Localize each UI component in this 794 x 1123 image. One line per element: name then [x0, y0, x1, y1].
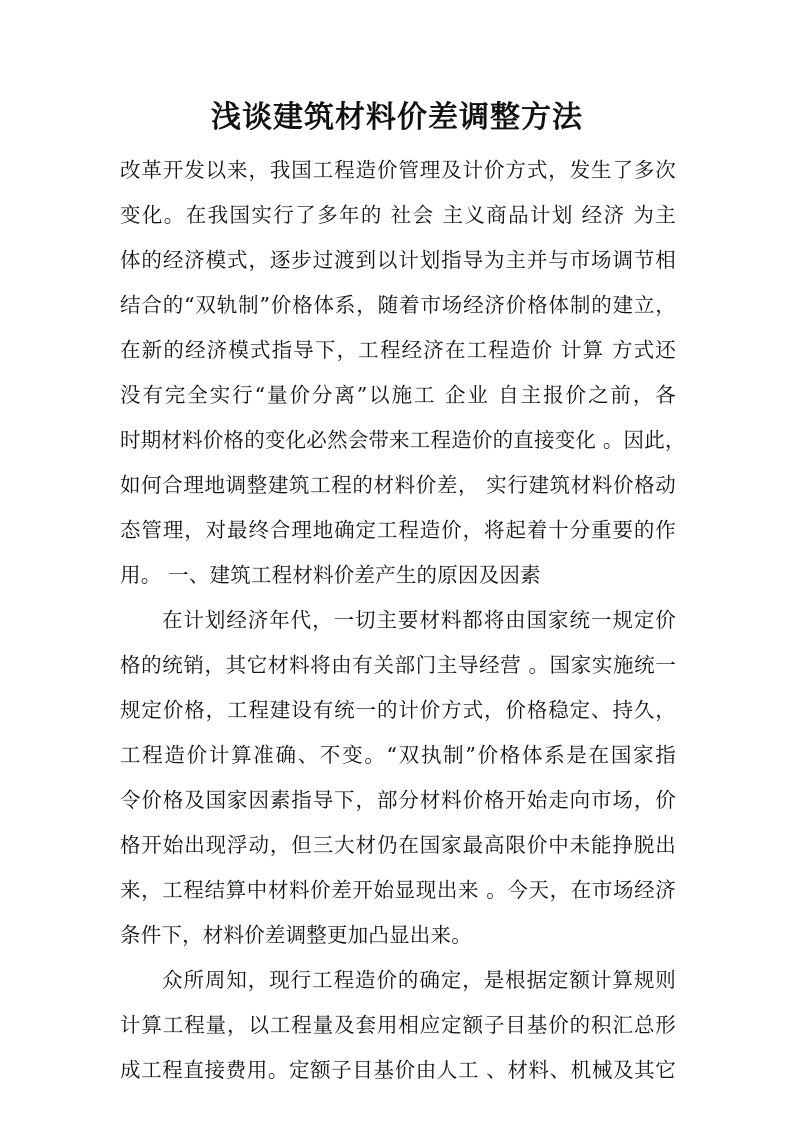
text-line: 用。 一、建筑工程材料价差产生的原因及因素 [120, 563, 541, 587]
text-line: 时期材料价格的变化必然会带来工程造价的直接变化 。因此， [120, 428, 686, 452]
text-line: 众所周知，现行工程造价的确定，是根据定额计算规则 [162, 968, 676, 992]
text-line: 如何合理地调整建筑工程的材料价差， 实行建筑材料价格动 [120, 473, 676, 497]
text-line: 在计划经济年代，一切主要材料都将由国家统一规定价 [162, 608, 676, 632]
text-line: 计算工程量，以工程量及套用相应定额子目基价的积汇总形 [120, 1013, 676, 1037]
text-line: 改革开发以来，我国工程造价管理及计价方式，发生了多次 [120, 158, 676, 182]
text-line: 令价格及国家因素指导下，部分材料价格开始走向市场，价 [120, 788, 676, 812]
text-line: 没有完全实行“量价分离”以施工 企业 自主报价之前，各 [120, 383, 676, 407]
text-line: 体的经济模式，逐步过渡到以计划指导为主并与市场调节相 [120, 248, 676, 272]
document-body [120, 148, 686, 1093]
text-line: 条件下，材料价差调整更加凸显出来。 [120, 923, 472, 947]
text-line: 格的统销，其它材料将由有关部门主导经营 。国家实施统一 [120, 653, 676, 677]
text-line: 规定价格，工程建设有统一的计价方式，价格稳定、持久， [120, 698, 676, 722]
document-title: 浅谈建筑材料价差调整方法 [211, 100, 583, 135]
text-line: 态管理，对最终合理地确定工程造价，将起着十分重要的作 [120, 518, 676, 542]
text-line: 来，工程结算中材料价差开始显现出来 。今天，在市场经济 [120, 878, 676, 902]
text-line: 成工程直接费用。定额子目基价由人工 、材料、机械及其它 [120, 1058, 676, 1082]
text-line: 格开始出现浮动，但三大材仍在国家最高限价中未能挣脱出 [120, 833, 676, 857]
text-line: 结合的“双轨制”价格体系，随着市场经济价格体制的建立， [120, 293, 676, 317]
text-line: 在新的经济模式指导下，工程经济在工程造价 计算 方式还 [120, 338, 676, 362]
text-line: 变化。在我国实行了多年的 社会 主义商品计划 经济 为主 [120, 203, 676, 227]
text-line: 工程造价计算准确、不变。“双执制”价格体系是在国家指 [120, 743, 676, 767]
